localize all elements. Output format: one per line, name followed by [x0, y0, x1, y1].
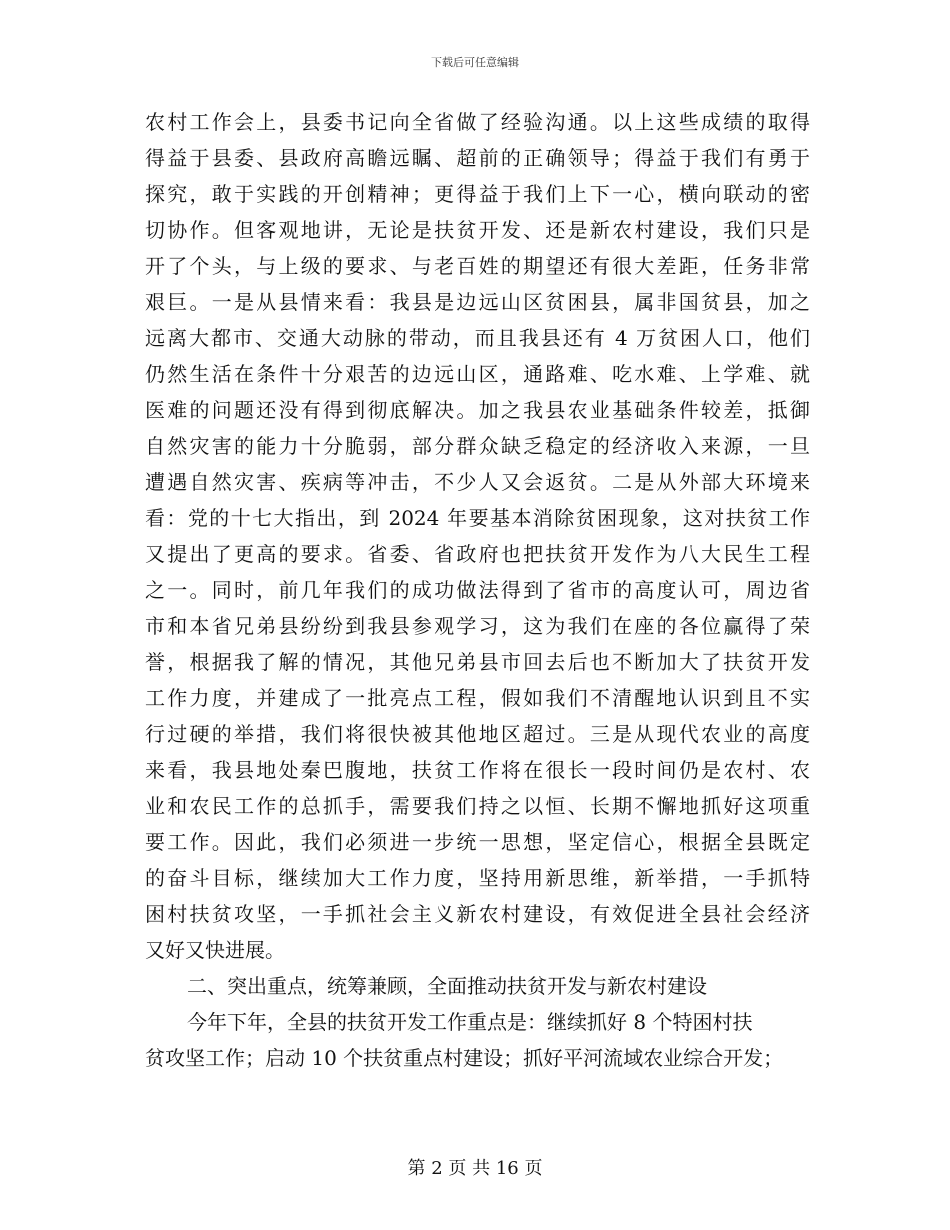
text-line: 今年下年，全县的扶贫开发工作重点是：继续抓好 8 个特困村扶 — [187, 1010, 753, 1034]
section-heading: 二、突出重点，统筹兼顾，全面推动扶贫开发与新农村建设 — [187, 974, 707, 998]
text-line: 誉，根据我了解的情况，其他兄弟县市回去后也不断加大了扶贫开发 — [145, 650, 810, 674]
text-line: 来看，我县地处秦巴腹地，扶贫工作将在很长一段时间仍是农村、农 — [145, 758, 810, 782]
text-line: 开了个头，与上级的要求、与老百姓的期望还有很大差距，任务非常 — [145, 254, 810, 278]
text-line: 自然灾害的能力十分脆弱，部分群众缺乏稳定的经济收入来源，一旦 — [145, 434, 810, 458]
text-line: 得益于县委、县政府高瞻远瞩、超前的正确领导；得益于我们有勇于 — [145, 146, 810, 170]
text-line: 农村工作会上，县委书记向全省做了经验沟通。以上这些成绩的取得 — [145, 110, 810, 134]
text-line: 探究，敢于实践的开创精神；更得益于我们上下一心，横向联动的密 — [145, 182, 810, 206]
document-body — [145, 104, 810, 1076]
page-header: 下载后可任意编辑 — [431, 56, 519, 69]
text-line: 业和农民工作的总抓手，需要我们持之以恒、长期不懈地抓好这项重 — [145, 794, 810, 818]
text-line: 工作力度，并建成了一批亮点工程，假如我们不清醒地认识到且不实 — [145, 686, 810, 710]
text-line: 困村扶贫攻坚，一手抓社会主义新农村建设，有效促进全县社会经济 — [145, 902, 810, 926]
text-line: 医难的问题还没有得到彻底解决。加之我县农业基础条件较差，抵御 — [145, 398, 810, 422]
text-line: 仍然生活在条件十分艰苦的边远山区，通路难、吃水难、上学难、就 — [145, 362, 810, 386]
text-line: 市和本省兄弟县纷纷到我县参观学习，这为我们在座的各位赢得了荣 — [145, 614, 810, 638]
text-line: 看：党的十七大指出，到 2024 年要基本消除贫困现象，这对扶贫工作 — [145, 506, 810, 530]
text-line: 远离大都市、交通大动脉的带动，而且我县还有 4 万贫困人口，他们 — [145, 326, 810, 350]
text-line: 切协作。但客观地讲，无论是扶贫开发、还是新农村建设，我们只是 — [145, 218, 810, 242]
text-line: 贫攻坚工作；启动 10 个扶贫重点村建设；抓好平河流域农业综合开发； — [145, 1046, 784, 1070]
text-line: 之一。同时，前几年我们的成功做法得到了省市的高度认可，周边省 — [145, 578, 810, 602]
text-line: 遭遇自然灾害、疾病等冲击，不少人又会返贫。二是从外部大环境来 — [145, 470, 810, 494]
text-line: 要工作。因此，我们必须进一步统一思想，坚定信心，根据全县既定 — [145, 830, 810, 854]
text-line: 又好又快进展。 — [145, 938, 285, 962]
text-line: 艰巨。一是从县情来看：我县是边远山区贫困县，属非国贫县，加之 — [145, 290, 810, 314]
page-number: 第 2 页 共 16 页 — [407, 1158, 543, 1179]
text-line: 的奋斗目标，继续加大工作力度，坚持用新思维，新举措，一手抓特 — [145, 866, 810, 890]
text-line: 又提出了更高的要求。省委、省政府也把扶贫开发作为八大民生工程 — [145, 542, 810, 566]
text-line: 行过硬的举措，我们将很快被其他地区超过。三是从现代农业的高度 — [145, 722, 810, 746]
